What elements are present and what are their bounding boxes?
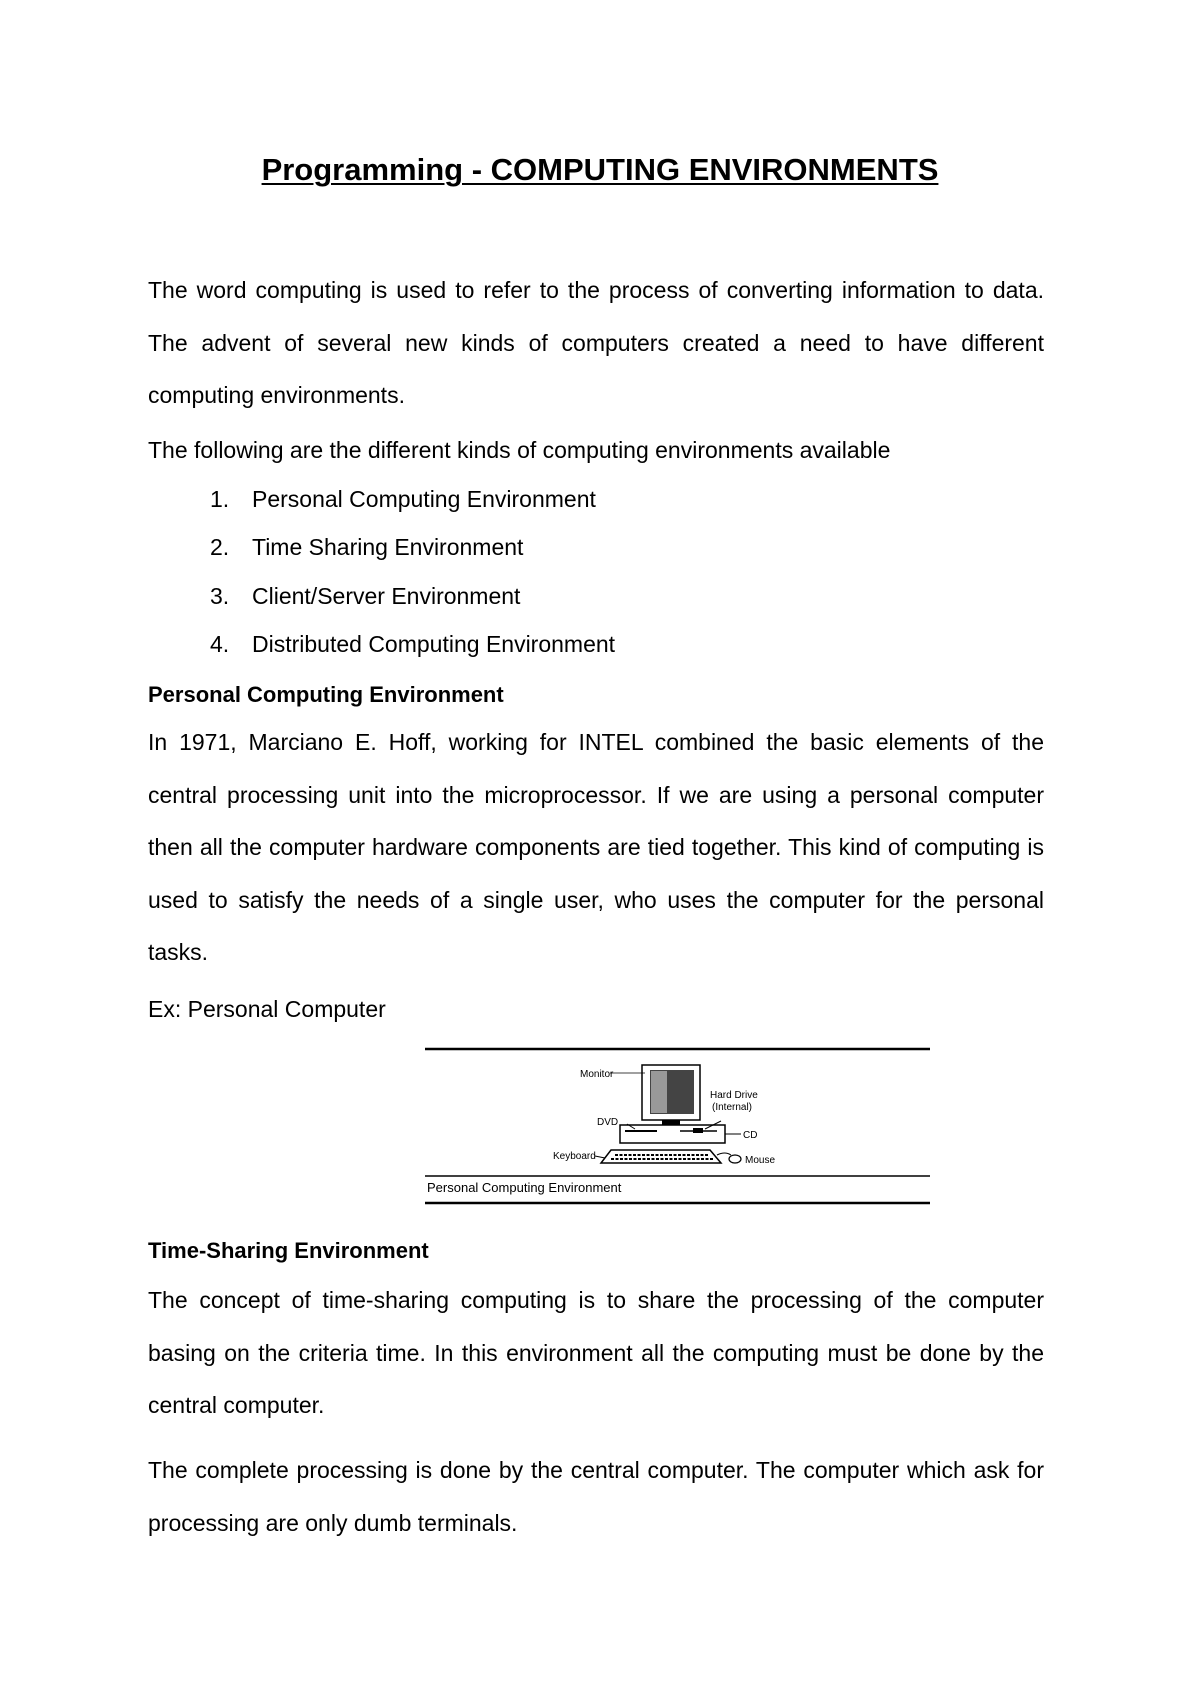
page-title: Programming - COMPUTING ENVIRONMENTS: [261, 152, 939, 187]
intro-paragraph: The word computing is used to refer to the process of converting information to data. The advent of several new kinds of computers created a need to have different computing environments.: [148, 277, 1044, 408]
environment-list: [210, 475, 615, 668]
time-sharing-heading: Time-Sharing Environment: [148, 1238, 429, 1263]
list-item-number: 1.: [210, 486, 230, 512]
dvd-label: DVD: [597, 1117, 619, 1128]
list-item-number: 2.: [210, 534, 230, 561]
figure-caption: Personal Computing Environment: [427, 1180, 622, 1195]
keyboard-icon: [601, 1150, 721, 1163]
list-item-label: Time Sharing Environment: [252, 534, 524, 561]
mouse-label: Mouse: [745, 1155, 776, 1166]
list-item-number: 4.: [210, 630, 230, 657]
figure-illustration: [425, 1047, 930, 1207]
personal-computer-figure: [425, 1047, 930, 1207]
list-item-number: 3.: [210, 582, 230, 609]
list-item: [210, 475, 615, 523]
internal-label: (Internal): [712, 1102, 753, 1113]
cd-label: CD: [743, 1130, 758, 1141]
example-text: Ex: Personal Computer: [148, 996, 386, 1022]
monitor-label: Monitor: [580, 1069, 614, 1080]
list-item-label: Client/Server Environment: [252, 582, 521, 609]
hard-drive-label: Hard Drive: [710, 1090, 758, 1101]
list-item: [210, 523, 615, 571]
list-item: [210, 572, 615, 620]
list-item-label: Distributed Computing Environment: [252, 630, 616, 657]
time-sharing-paragraph-1: The concept of time-sharing computing is to share the processing of the computer basing on the criteria time. In this environment all the computing must be done by the central computer.: [148, 1287, 1044, 1418]
system-unit-icon: [620, 1125, 725, 1143]
personal-section-paragraph: In 1971, Marciano E. Hoff, working for INTEL combined the basic elements of the central processing unit into the microprocessor. If we are using a personal computer then all the computer hardware components are tied together. This kind of computing is used to satisfy the needs of a single user, who uses the computer for the personal tasks.: [148, 729, 1044, 965]
list-item: [210, 620, 615, 668]
list-item-label: Personal Computing Environment: [252, 486, 596, 512]
monitor-icon: [642, 1065, 700, 1125]
keyboard-label: Keyboard: [553, 1151, 596, 1162]
time-sharing-paragraph-2: The complete processing is done by the central computer. The computer which ask for processing are only dumb terminals.: [148, 1457, 1044, 1536]
personal-section-heading: Personal Computing Environment: [148, 682, 504, 707]
list-intro: The following are the different kinds of computing environments available: [148, 437, 891, 463]
